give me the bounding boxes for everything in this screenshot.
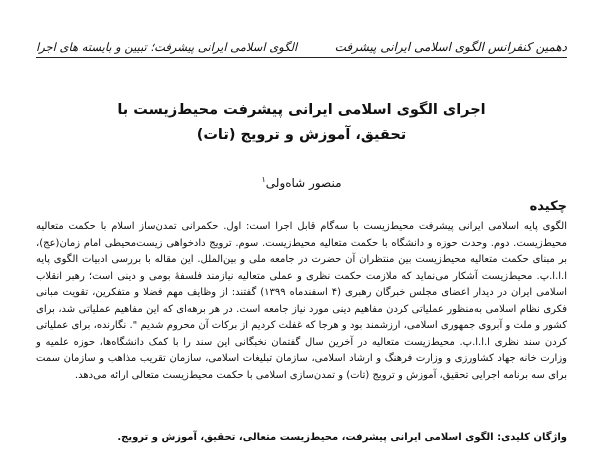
paper-author	[40, 175, 563, 190]
header-conference-name: دهمین کنفرانس الگوی اسلامی ایرانی پیشرفت	[334, 40, 567, 54]
abstract-body: الگوی پایه اسلامی ایرانی پیشرفت محیط‌زیست با سه‌گام قابل اجرا است: اول. حکمرانی تمدن‌ساز اسلام با حکمت متعالیه محیط‌زیست. دوم. وحدت حوزه و دانشگاه با حکمت متعالیه محیط‌زیست. سوم. ترویج دادخواهی زیست‌محیطی امام زمان(عج)، بر مبنای حکمت متعالیه محیط‌زیست بین منتظران آن حضرت در جامعه ملی و بین‌الملل. این مقاله با بررسی ادبیات الگوی پایه ا.ا.ا.پ. محیط‌زیست آشکار می‌نماید که ملازمت حکمت نظری و عملی متعالیه نیازمند فلسفهٔ بومی و دینی است؛ رهبر انقلاب اسلامی ایران در دیدار اعضای مجلس خبرگان رهبری (۴ اسفندماه ۱۳۹۹) گفتند: از وظایف مهم فضلا و متفکرین، تقویت مبانی فکری نظام اسلامی به‌منظور عملیاتی کردن مفاهیم دینی مورد نیاز جامعه است. در هر برهه‌ای که این مفاهیم عملیاتی شد، برای کشور و ملت و آبروی جمهوری اسلامی، ارزشمند بود و هرجا که غفلت کردیم از برکات آن محروم شدیم ". نگارنده، برای عملیاتی کردن سند نظری ا.ا.ا.پ. محیط‌زیست متعالیه در آخرین سال گفتمان نخبگانی این سند را با کمک دانشگاه‌ها، حوزه علمیه و وزارت خانه جهاد کشاورزی و وزارت فرهنگ و ارشاد اسلامی، سازمان تبلیغات اسلامی، سازمان تقریب مذاهب و سازمان سمت برای سه برنامه اجرایی تحقیق، آموزش و ترویج (تات) و تمدن‌سازی اسلامی با حکمت محیط‌زیست متعالی ارائه می‌دهد.	[36, 221, 567, 381]
author-name: منصور شاه‌ولی	[265, 176, 342, 190]
paper-title-line-2: تحقیق، آموزش و ترویج (تات)	[196, 127, 407, 143]
keywords-label: واژگان کلیدی:	[497, 432, 567, 443]
paper-title	[40, 98, 563, 148]
keywords-items: الگوی اسلامی ایرانی پیشرفت، محیط‌زیست متعالی، تحقیق، آموزش و ترویج.	[117, 432, 494, 443]
page-header	[36, 26, 567, 58]
abstract-heading: چکیده	[529, 199, 567, 214]
author-footnote-marker: ۱	[261, 175, 266, 184]
header-conference-theme: الگوی اسلامی ایرانی پیشرفت؛ تبیین و بایسته های اجرا	[36, 40, 298, 54]
keywords-line	[36, 430, 567, 446]
paper-title-line-1: اجرای الگوی اسلامی ایرانی پیشرفت محیط‌زیست با	[117, 102, 486, 118]
